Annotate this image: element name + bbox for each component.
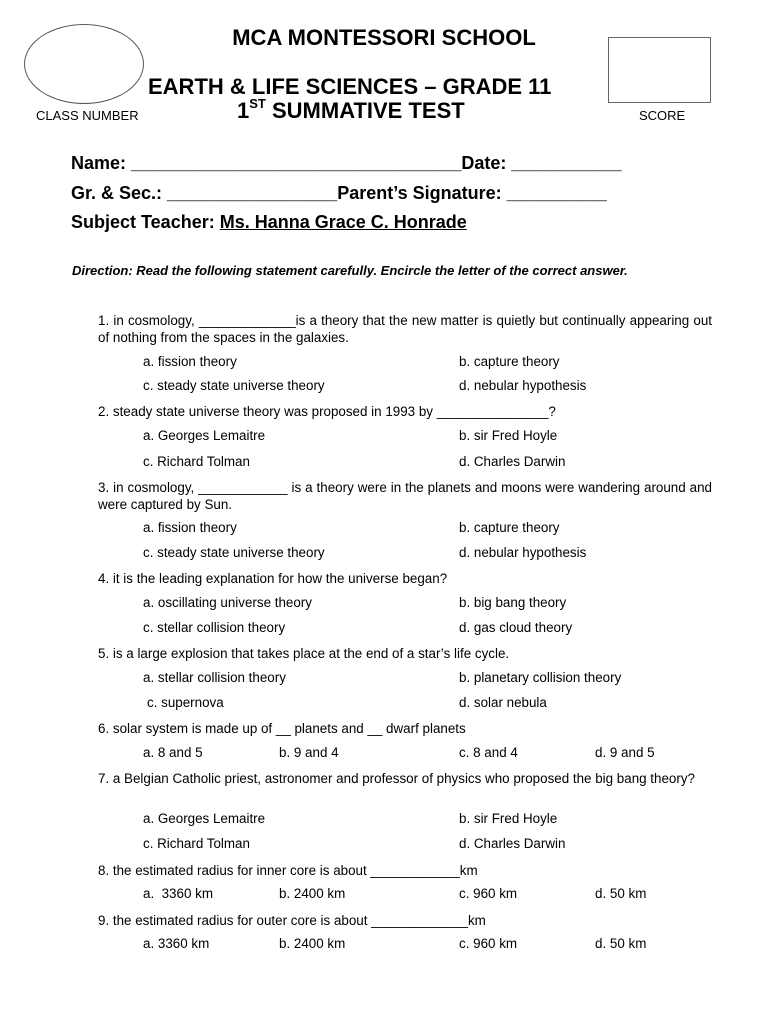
test-ordinal-suffix: ST [249, 96, 266, 111]
parent-signature-label: Parent’s Signature: [337, 183, 502, 203]
question-4: 4. it is the leading explanation for how the universe began? [98, 571, 448, 586]
q3-option-b: b. capture theory [459, 520, 560, 535]
question-8: 8. the estimated radius for inner core is about ____________km [98, 863, 478, 878]
q7-option-c: c. Richard Tolman [143, 836, 250, 851]
score-label: SCORE [639, 108, 686, 123]
name-blank: _________________________________ [126, 153, 462, 173]
teacher-name: Ms. Hanna Grace C. Honrade [219, 212, 467, 232]
q5-option-d: d. solar nebula [459, 695, 547, 710]
question-1: 1. in cosmology, _____________is a theory that the new matter is quietly but continually appearing out of nothing from the spaces in the galaxies. [98, 313, 712, 345]
name-row [71, 153, 622, 174]
grade-section-label: Gr. & Sec.: [71, 183, 163, 203]
question-5: 5. is a large explosion that takes place at the end of a star’s life cycle. [98, 646, 510, 661]
teacher-label: Subject Teacher: [71, 212, 220, 232]
q8-option-a: a. 3360 km [143, 886, 213, 901]
q9-option-d: d. 50 km [595, 936, 647, 951]
q6-option-d: d. 9 and 5 [595, 745, 655, 760]
q1-option-c: c. steady state universe theory [143, 378, 325, 393]
test-ordinal: 1 [237, 98, 250, 123]
q2-option-d: d. Charles Darwin [459, 454, 566, 469]
question-9: 9. the estimated radius for outer core is about _____________km [98, 913, 486, 928]
q6-option-b: b. 9 and 4 [279, 745, 339, 760]
name-label: Name: [71, 153, 127, 173]
q5-option-c: c. supernova [147, 695, 224, 710]
q2-option-b: b. sir Fred Hoyle [459, 428, 558, 443]
question-6: 6. solar system is made up of __ planets and __ dwarf planets [98, 721, 466, 736]
q3-option-c: c. steady state universe theory [143, 545, 325, 560]
date-label: Date: [461, 153, 507, 173]
q9-option-c: c. 960 km [459, 936, 518, 951]
school-name: MCA MONTESSORI SCHOOL [232, 25, 536, 50]
parent-signature-blank: __________ [501, 183, 607, 203]
q4-option-c: c. stellar collision theory [143, 620, 286, 635]
q5-option-a: a. stellar collision theory [143, 670, 286, 685]
q8-option-b: b. 2400 km [279, 886, 346, 901]
test-title [237, 98, 465, 124]
q9-option-a: a. 3360 km [143, 936, 210, 951]
q2-option-a: a. Georges Lemaitre [143, 428, 266, 443]
q6-option-a: a. 8 and 5 [143, 745, 203, 760]
question-2: 2. steady state universe theory was proposed in 1993 by _______________? [98, 404, 556, 419]
date-blank: ___________ [506, 153, 622, 173]
q7-option-d: d. Charles Darwin [459, 836, 566, 851]
q2-option-c: c. Richard Tolman [143, 454, 250, 469]
q1-option-b: b. capture theory [459, 354, 560, 369]
q3-option-d: d. nebular hypothesis [459, 545, 587, 560]
q1-option-a: a. fission theory [143, 354, 237, 369]
q3-option-a: a. fission theory [143, 520, 237, 535]
class-number-label: CLASS NUMBER [36, 108, 139, 123]
q1-option-d: d. nebular hypothesis [459, 378, 587, 393]
q8-option-d: d. 50 km [595, 886, 647, 901]
question-7: 7. a Belgian Catholic priest, astronomer and professor of physics who proposed the big bang theory? [98, 771, 695, 786]
direction-text: Direction: Read the following statement carefully. Encircle the letter of the correct answer. [72, 263, 628, 278]
subject-title: EARTH & LIFE SCIENCES – GRADE 11 [148, 74, 552, 99]
grade-section-row [71, 183, 607, 204]
q4-option-d: d. gas cloud theory [459, 620, 573, 635]
q7-option-a: a. Georges Lemaitre [143, 811, 266, 826]
q6-option-c: c. 8 and 4 [459, 745, 518, 760]
q4-option-b: b. big bang theory [459, 595, 567, 610]
q8-option-c: c. 960 km [459, 886, 518, 901]
q4-option-a: a. oscillating universe theory [143, 595, 312, 610]
teacher-row [71, 212, 467, 233]
grade-section-blank: _________________ [162, 183, 338, 203]
q5-option-b: b. planetary collision theory [459, 670, 622, 685]
test-title-text: SUMMATIVE TEST [265, 98, 465, 123]
q9-option-b: b. 2400 km [279, 936, 346, 951]
q7-option-b: b. sir Fred Hoyle [459, 811, 558, 826]
question-3: 3. in cosmology, ____________ is a theory were in the planets and moons were wandering around and were captured by Sun. [98, 480, 712, 512]
